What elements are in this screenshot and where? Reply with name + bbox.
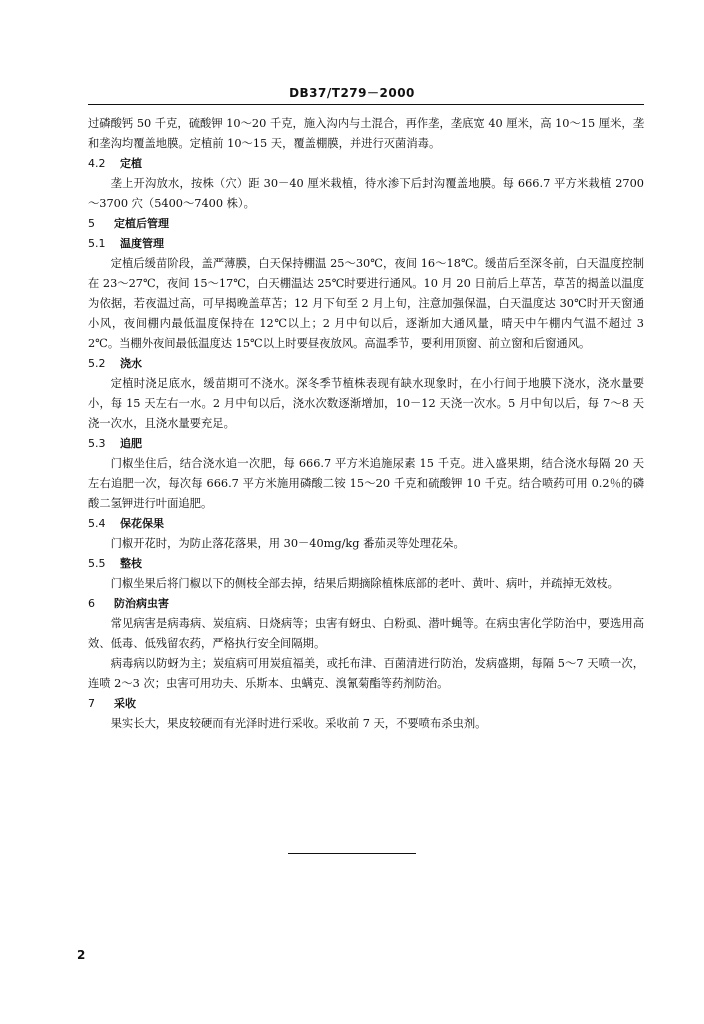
section-number: 5.4 [88, 517, 106, 530]
section-number: 4.2 [88, 157, 106, 170]
page-number: 2 [77, 948, 86, 962]
section-number: 6 [88, 597, 95, 610]
section-7-paragraph: 果实长大，果皮较硬而有光泽时进行采收。采收前 7 天，不要喷布杀虫剂。 [110, 717, 487, 730]
section-number: 7 [88, 697, 95, 710]
section-5-3-heading [88, 434, 644, 454]
section-7-heading [88, 694, 644, 714]
section-5-3-paragraph: 门椒坐住后，结合浇水追一次肥，每 666.7 平方米追施尿素 15 千克。进入盛果期，结合浇水每隔 20 天左右追肥一次，每次每 666.7 平方米施用磷酸二铵 15～20 千克和硫酸钾 10 千克。结合喷药可用 0.2％的磷酸二氢钾进行叶面追肥。 [88, 457, 644, 510]
section-number: 5.3 [88, 437, 106, 450]
section-6-paragraph-1: 常见病害是病毒病、炭疽病、日烧病等；虫害有蚜虫、白粉虱、潜叶蝇等。在病虫害化学防治中，要选用高效、低毒、低残留农药，严格执行安全间隔期。 [88, 617, 644, 650]
section-5-1-paragraph: 定植后缓苗阶段，盖严薄膜，白天保持棚温 25～30℃，夜间 16～18℃。缓苗后至深冬前，白天温度控制在 23～27℃，夜间 15～17℃，白天棚温达 25℃时要进行通风。10 月 20 日前后上草苫，草苫的揭盖以温度为依据，若夜温过高，可早揭晚盖草苫；12 月下旬至 2 月上旬，注意加强保温，白天温度达 30℃时开天窗通小风，夜间棚内最低温度保持在 12℃以上；2 月中旬以后，逐渐加大通风量，晴天中午棚内气温不超过 32℃。当棚外夜间最低温度达 15℃以上时要昼夜放风。高温季节，要利用顶窗、前立窗和后窗通风。 [88, 257, 644, 350]
section-5-4-heading [88, 514, 644, 534]
section-5-2-heading [88, 354, 644, 374]
section-title: 温度管理 [120, 237, 164, 250]
header-divider [88, 104, 644, 105]
end-of-document-rule [288, 853, 416, 854]
section-title: 追肥 [120, 437, 142, 450]
section-5-5-heading [88, 554, 644, 574]
intro-paragraph: 过磷酸钙 50 千克，硫酸钾 10～20 千克，施入沟内与土混合，再作垄，垄底宽 40 厘米，高 10～15 厘米，垄和垄沟均覆盖地膜。定植前 10～15 天，覆盖棚膜，并进行灭菌消毒。 [88, 117, 644, 150]
document-body [88, 114, 644, 734]
section-title: 采收 [114, 697, 136, 710]
section-6-paragraph-2: 病毒病以防蚜为主；炭疽病可用炭疽福美，或托布津、百菌清进行防治，发病盛期，每隔 5～7 天喷一次，连喷 2～3 次；虫害可用功夫、乐斯本、虫螨克、溴氰菊酯等药剂防治。 [88, 657, 644, 690]
section-number: 5 [88, 217, 95, 230]
section-number: 5.5 [88, 557, 106, 570]
section-title: 保花保果 [120, 517, 164, 530]
section-5-5-paragraph: 门椒坐果后将门椒以下的侧枝全部去掉，结果后期摘除植株底部的老叶、黄叶、病叶，并疏掉无效枝。 [110, 577, 619, 590]
section-title: 定植 [120, 157, 142, 170]
section-number: 5.1 [88, 237, 106, 250]
section-5-4-paragraph: 门椒开花时，为防止落花落果，用 30－40mg/kg 番茄灵等处理花朵。 [110, 537, 465, 550]
section-6-heading [88, 594, 644, 614]
section-5-2-paragraph: 定植时浇足底水，缓苗期可不浇水。深冬季节植株表现有缺水现象时，在小行间于地膜下浇水，浇水量要小，每 15 天左右一水。2 月中旬以后，浇水次数逐渐增加，10－12 天浇一次水。5 月中旬以后，每 7～8 天浇一次水，且浇水量要充足。 [88, 377, 644, 430]
section-title: 定植后管理 [114, 217, 169, 230]
standard-code-header: DB37/T279－2000 [289, 86, 415, 100]
section-title: 防治病虫害 [114, 597, 169, 610]
section-number: 5.2 [88, 357, 106, 370]
section-title: 浇水 [120, 357, 142, 370]
section-4-2-paragraph: 垄上开沟放水，按株（穴）距 30－40 厘米栽植，待水渗下后封沟覆盖地膜。每 666.7 平方米栽植 2700～3700 穴（5400～7400 株）。 [88, 177, 644, 210]
section-title: 整枝 [120, 557, 142, 570]
section-4-2-heading [88, 154, 644, 174]
section-5-1-heading [88, 234, 644, 254]
section-5-heading [88, 214, 644, 234]
